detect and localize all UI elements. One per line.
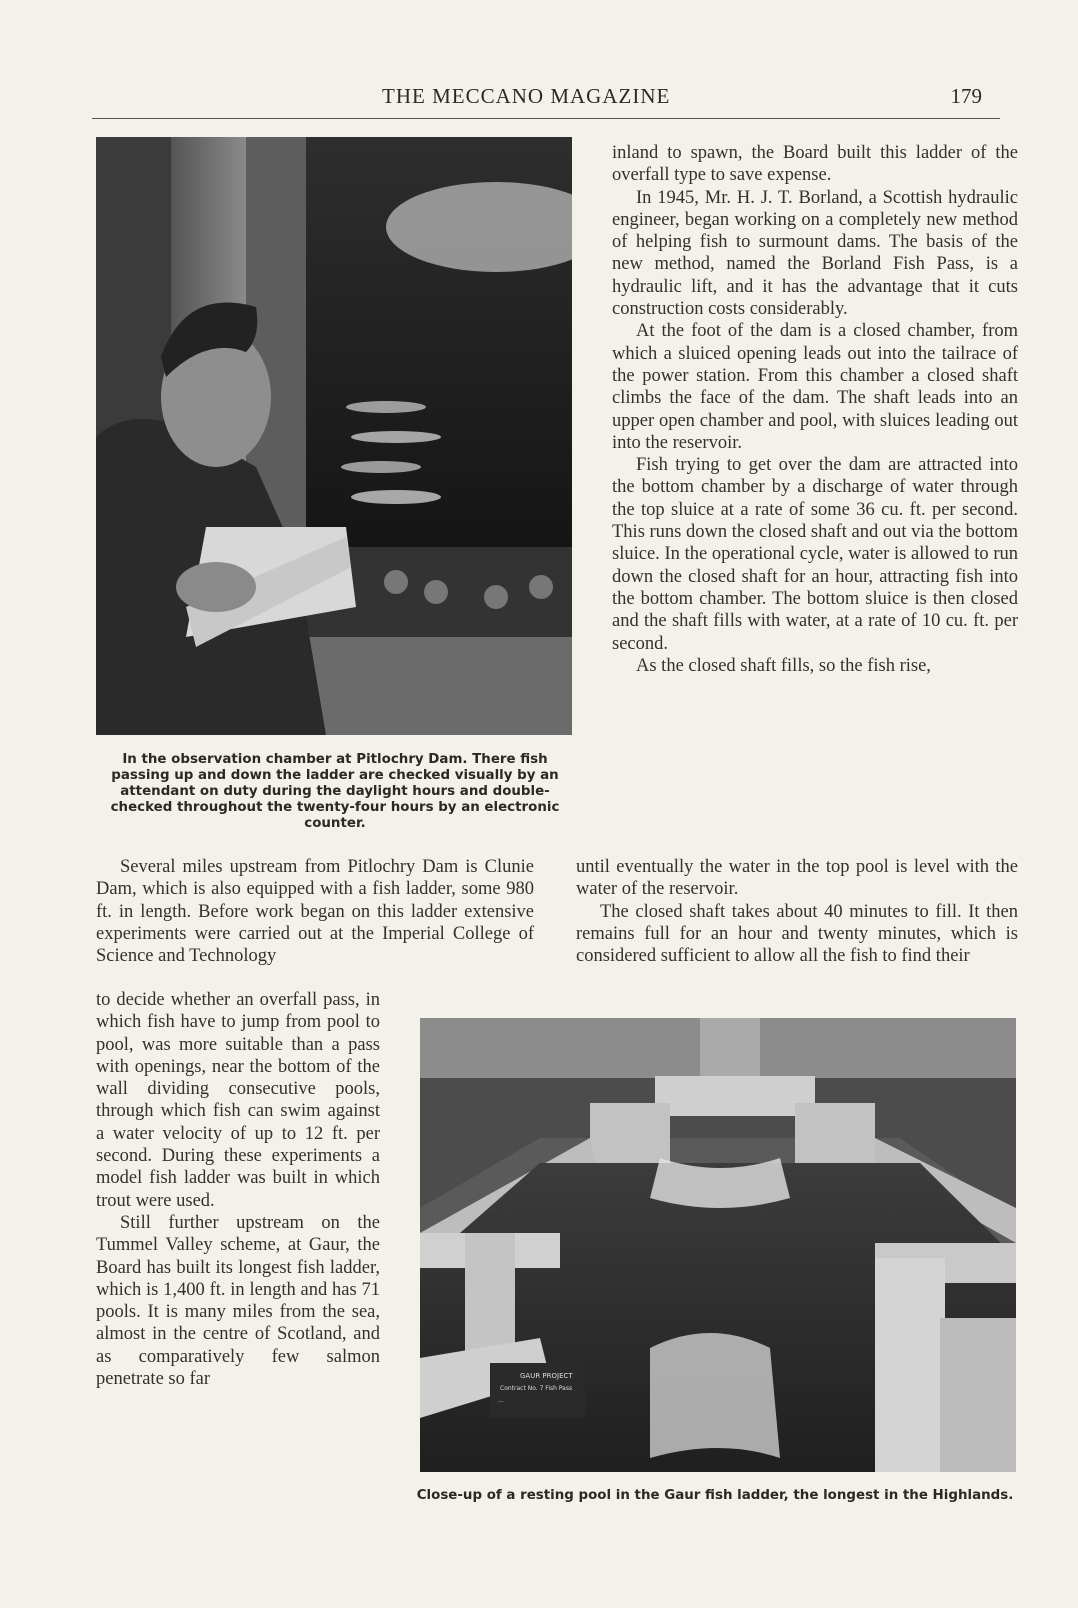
paragraph: Fish trying to get over the dam are attracted into the bottom chamber by a discharge of water through the top sluice at a rate of some 36 cu. ft. per second. This runs down the closed shaft and out via the bottom sluice. In the operational cycle, water is allowed to run down the closed shaft for an hour, attracting fish into the bottom chamber. The bottom sluice is then closed and the shaft fills with water, at a rate of 10 cu. ft. per second. bbox=[612, 455, 1018, 654]
sign-line: Contract No. 7 Fish Pass bbox=[500, 1385, 573, 1392]
sign-line: GAUR PROJECT bbox=[520, 1372, 573, 1380]
paragraph: At the foot of the dam is a closed chamber, from which a sluiced opening leads out into the tailrace of the power station. From this chamber a closed shaft climbs the face of the dam. The shaft leads into an upper open chamber and pool, with sluices leading out into the reservoir. bbox=[612, 321, 1018, 453]
left-column-text bbox=[96, 856, 534, 967]
right-lower-text bbox=[576, 856, 1018, 967]
page-header bbox=[92, 84, 1000, 119]
observation-photo-caption: In the observation chamber at Pitlochry Dam. There fish passing up and down the ladder are checked visually by an attendant on duty during the daylight hours and double-checked throughout the twenty-four hours by an electronic counter. bbox=[110, 752, 560, 831]
magazine-title: THE MECCANO MAGAZINE bbox=[382, 84, 671, 108]
paragraph: Several miles upstream from Pitlochry Dam is Clunie Dam, which is also equipped with a fish ladder, some 980 ft. in length. Before work began on this ladder extensive experiments were carried out at the Imperial College of Science and Technology bbox=[96, 857, 534, 967]
paragraph: inland to spawn, the Board built this ladder of the overfall type to save expense. bbox=[612, 143, 1018, 186]
paragraph: Still further upstream on the Tummel Valley scheme, at Gaur, the Board has built its longest fish ladder, which is 1,400 ft. in length and has 71 pools. It is many miles from the sea, almost in the centre of Scotland, and as comparatively few salmon penetrate so far bbox=[96, 1212, 380, 1390]
sign-line: ... bbox=[498, 1397, 504, 1404]
paragraph: until eventually the water in the top pool is level with the water of the reservoir. bbox=[576, 857, 1018, 900]
paragraph: The closed shaft takes about 40 minutes to fill. It then remains full for an hour and twenty minutes, which is considered sufficient to allow all the fish to find their bbox=[576, 901, 1018, 967]
right-column-text bbox=[612, 142, 1018, 677]
resting-pool-photo bbox=[420, 1018, 1016, 1472]
page-number: 179 bbox=[950, 84, 982, 108]
resting-pool-photo-caption: Close-up of a resting pool in the Gaur fish ladder, the longest in the Highlands. bbox=[416, 1488, 1014, 1503]
observation-chamber-photo bbox=[96, 137, 572, 735]
paragraph: to decide whether an overfall pass, in which fish have to jump from pool to pool, was more suitable than a pass with openings, near the bottom of the wall dividing consecutive pools, through which fish can swim against a water velocity of up to 12 ft. per second. During these experiments a model fish ladder was built in which trout were used. bbox=[96, 990, 380, 1211]
left-narrow-text bbox=[96, 989, 380, 1390]
paragraph: In 1945, Mr. H. J. T. Borland, a Scottish hydraulic engineer, began working on a completely new method of helping fish to surmount dams. The basis of the new method, named the Borland Fish Pass, is a hydraulic lift, and it has the advantage that it cuts construction costs considerably. bbox=[612, 187, 1018, 320]
paragraph: As the closed shaft fills, so the fish rise, bbox=[636, 655, 931, 676]
